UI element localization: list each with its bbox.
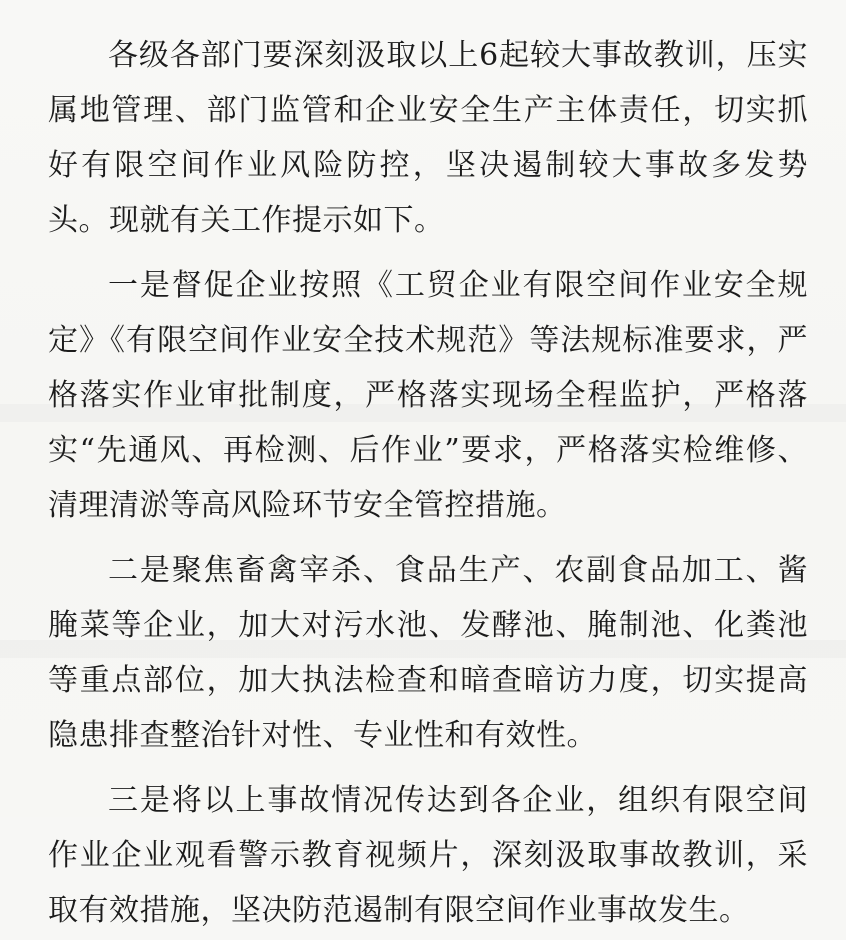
paragraph-point-one: 一是督促企业按照《工贸企业有限空间作业安全规定》《有限空间作业安全技术规范》等法规标准要求，严格落实作业审批制度，严格落实现场全程监护，严格落实“先通风、再检测、后作业”要求，严格落实检维修、清理清淤等高风险环节安全管控措施。	[48, 268, 808, 523]
paragraph-intro: 各级各部门要深刻汲取以上6起较大事故教训，压实属地管理、部门监管和企业安全生产主体责任，切实抓好有限空间作业风险防控，坚决遏制较大事故多发势头。现就有关工作提示如下。	[48, 38, 808, 238]
document-body	[48, 28, 808, 940]
paragraph-point-three: 三是将以上事故情况传达到各企业，组织有限空间作业企业观看警示教育视频片，深刻汲取事故教训，采取有效措施，坚决防范遏制有限空间作业事故发生。	[48, 783, 808, 928]
paragraph-point-two: 二是聚焦畜禽宰杀、食品生产、农副食品加工、酱腌菜等企业，加大对污水池、发酵池、腌制池、化粪池等重点部位，加大执法检查和暗查暗访力度，切实提高隐患排查整治针对性、专业性和有效性。	[48, 553, 808, 753]
